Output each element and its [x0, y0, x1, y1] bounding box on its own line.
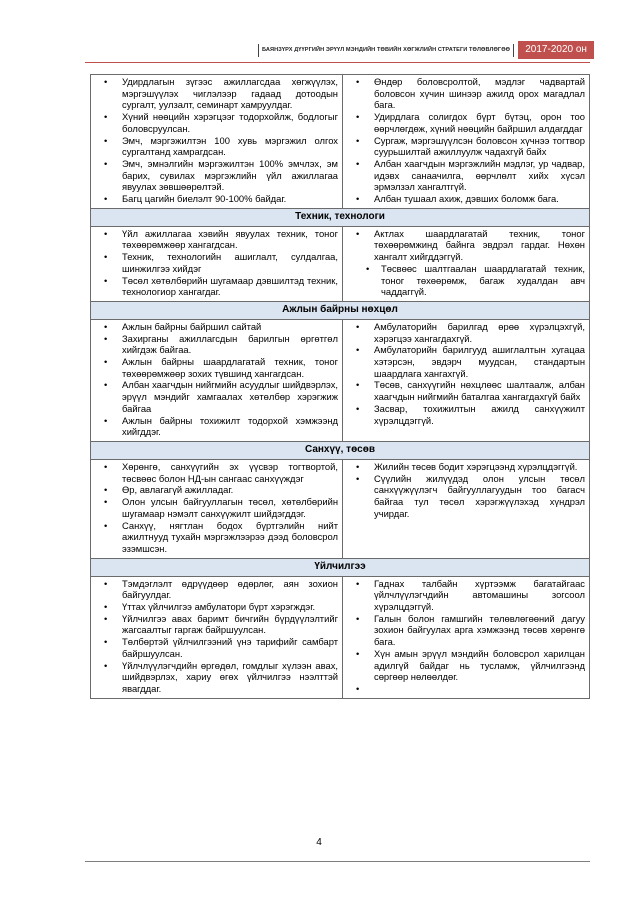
- weaknesses-list: [347, 228, 585, 263]
- weaknesses-cell: [343, 459, 590, 558]
- strengths-cell: [91, 576, 343, 698]
- weaknesses-cell: [343, 226, 590, 301]
- table-row: [91, 319, 590, 441]
- list-item: • Ажлын байрны тохижилт тодорхой хэмжээнд хийгддэг.: [95, 415, 338, 438]
- list-item: • Төлбөртэй үйлчилгээний үнэ тарифийг самбарт байршуулсан.: [95, 636, 338, 659]
- list-item: • Захирганы ажиллагсдын барилгын өргөтгөл хийгдэж байгаа.: [95, 333, 338, 356]
- list-item: • Галын болон гамшгийн төлөвлөгөөний дагуу зохион байгуулах арга хэмжээнд төсөв хөрөнгө бага.: [347, 613, 585, 648]
- list-item: • Амбулаторийн барилгууд ашиглалтын хугацаа хэтэрсэн, эвдэрч муудсан, стандартын шаардлага хангахгүй.: [347, 344, 585, 379]
- list-item: • Сургаж, мэргэшүүлсэн боловсон хүчнээ тогтвор суурьшилтай ажиллуулж чадахгүй байх: [347, 135, 585, 158]
- list-item: • Албан хаагчдын нийгмийн асуудлыг шийдвэрлэх, эрүүл мэндийг хамгаалах хөтөлбөр хэрэгжиж байгаа: [95, 379, 338, 414]
- strengths-list: [95, 461, 338, 555]
- weaknesses-sublist: [347, 263, 585, 298]
- weaknesses-cell: [343, 576, 590, 698]
- list-item: • Хүн амын эрүүл мэндийн боловсрол харилцан адилгүй байдаг нь тусламж, үйлчилгээнд сөргөөр нөлөөлдөг.: [347, 648, 585, 683]
- list-item: • Ажлын байрны шаардлагатай техник, тоног төхөөрөмжөөр зохих түвшинд хангагдсан.: [95, 356, 338, 379]
- list-item: [347, 683, 585, 695]
- weaknesses-cell: [343, 319, 590, 441]
- list-item: • Удирдлагын зүгээс ажиллагсдаа хөгжүүлэх, мэргэшүүлэх чиглэлээр гадаад дотоодын сургалт, уулзалт, семинарт хамруулдаг.: [95, 76, 338, 111]
- swot-table: [90, 74, 590, 699]
- section-header-row: [91, 441, 590, 459]
- list-item: • Гаднах талбайн хүртээмж багатайгаас үйлчлүүлэгчдийн автомашины зогсоол хүрэлцдэггүй.: [347, 578, 585, 613]
- strengths-cell: [91, 226, 343, 301]
- list-item: • Хөрөнгө, санхүүгийн эх үүсвэр тогтвортой, төсвөөс болон НД-ын сангаас санхүүждэг: [95, 461, 338, 484]
- list-item: • Үттах үйлчилгээ амбулатори бүрт хэрэгждэг.: [95, 601, 338, 613]
- section-title-building: Ажлын байрны нөхцөл: [91, 301, 590, 319]
- list-item: • Эмч, мэргэжилтэн 100 хувь мэргэжил олгох сургалтанд хамрагдсан.: [95, 135, 338, 158]
- weaknesses-list: [347, 321, 585, 426]
- list-item: • Өндөр боловсролтой, мэдлэг чадвартай боловсон хүчин шинээр ажилд орох магадлал бага.: [347, 76, 585, 111]
- page-number: 4: [316, 837, 322, 848]
- list-item: • Сүүлийн жилүүдэд олон улсын төсөл санхүүжүүлэгч байгууллагуудын тоо багасч байгаа тул төсөл хэрэгжүүлэхэд хүндрэл учирдаг.: [347, 473, 585, 520]
- list-item: • Албан хаагчдын мэргэжлийн мэдлэг, ур чадвар, идэвх санаачилга, өөрчлөлт хийх хүсэл эрмэлзэл хангалтгүй.: [347, 158, 585, 193]
- strengths-list: [95, 321, 338, 438]
- list-item: • Багц цагийн биелэлт 90-100% байдаг.: [95, 193, 338, 205]
- list-item: • Амбулаторийн барилгад өрөө хүрэлцэхгүй, хэрэгцээ хангагдахгүй.: [347, 321, 585, 344]
- section-title-finance: Санхүү, төсөв: [91, 441, 590, 459]
- section-header-row: [91, 558, 590, 576]
- table-row: [91, 576, 590, 698]
- list-item: • Албан тушаал ахиж, дэвших боломж бага.: [347, 193, 585, 205]
- strengths-list: [95, 76, 338, 205]
- list-item: • Хүний нөөцийн хэрэгцээг тодорхойлж, бодлогыг боловсруулсан.: [95, 111, 338, 134]
- list-item: • Ажлын байрны байршил сайтай: [95, 321, 338, 333]
- weaknesses-list: [347, 76, 585, 205]
- section-header-row: [91, 208, 590, 226]
- list-item: • Засвар, тохижилтын ажилд санхүүжилт хүрэлцдэггүй.: [347, 403, 585, 426]
- section-title-service: Үйлчилгээ: [91, 558, 590, 576]
- weaknesses-list: [347, 578, 585, 695]
- list-item: • Эмч, эмнэлгийн мэргэжилтэн 100% эмчлэх, эм барих, сувилах мэргэжлийн үйл ажиллагаа явуулах зөвшөөрөлтэй.: [95, 158, 338, 193]
- list-item: • Өр, авлагагүй ажилладаг.: [95, 484, 338, 496]
- year-badge: 2017-2020 он: [518, 41, 594, 59]
- section-header-row: [91, 301, 590, 319]
- document-title: БАЯНЗҮРХ ДҮҮРГИЙН ЭРҮҮЛ МЭНДИЙН ТӨВИЙН ХӨГЖЛИЙН СТРАТЕГИ ТӨЛӨВЛӨГӨӨ: [258, 44, 514, 57]
- list-item: • Санхүү, нягтлан бодох бүртгэлийн нийт ажилтнууд тухайн мэргэжлээрээ дээд боловсрол эзэмшсэн.: [95, 520, 338, 555]
- table-row: [91, 459, 590, 558]
- section-title-technique: Техник, технологи: [91, 208, 590, 226]
- weaknesses-cell: [343, 75, 590, 209]
- strengths-list: [95, 578, 338, 695]
- list-item: • Үйл ажиллагаа хэвийн явуулах техник, тоног төхөөрөмжөөр хангагдсан.: [95, 228, 338, 251]
- list-item: • Техник, технологийн ашиглалт, сулдалгаа, шинжилгээ хийдэг: [95, 251, 338, 274]
- page-header: [258, 41, 594, 59]
- list-item: • Төсвөөс шалтгаалан шаардлагатай техник, тоног төхөөрөмж, багаж худалдан авч чаддаггүй.: [347, 263, 585, 298]
- list-item: • Олон улсын байгууллагын төсөл, хөтөлбөрийн шугамаар нэмэлт санхүүжилт шийдэгддэг.: [95, 496, 338, 519]
- list-item: • Төсөл хөтөлбөрийн шугамаар дэвшилтэд техник, технологиор хангагдаг.: [95, 275, 338, 298]
- list-item: • Удирдлага солигдох бүрт бүтэц, орон тоо өөрчлөгдөж, хүний нөөцийн байршил алдагддаг: [347, 111, 585, 134]
- list-item: • Үйлчлүүлэгчдийн өргөдөл, гомдлыг хүлээн авах, шийдвэрлэх, хариу өгөх үйлчилгээ нээлттэй явагддаг.: [95, 660, 338, 695]
- weaknesses-list: [347, 461, 585, 520]
- header-divider: [85, 62, 590, 63]
- strengths-list: [95, 228, 338, 298]
- strengths-cell: [91, 459, 343, 558]
- list-item: • Тэмдэглэлт өдрүүдөөр өдөрлөг, аян зохион байгуулдаг.: [95, 578, 338, 601]
- table-row: [91, 75, 590, 209]
- list-item: • Жилийн төсөв бодит хэрэгцээнд хүрэлцдэггүй.: [347, 461, 585, 473]
- footer-divider: [85, 861, 590, 862]
- strengths-cell: [91, 75, 343, 209]
- list-item: • Төсөв, санхүүгийн нөхцлөөс шалтаалж, албан хаагчдын нийгмийн баталгаа хангагдахгүй байх: [347, 379, 585, 402]
- list-item: • Актлах шаардлагатай техник, тоног төхөөрөмжинд байнга эвдрэл гардаг. Нөхөн хангалт хийгддэггүй.: [347, 228, 585, 263]
- table-row: [91, 226, 590, 301]
- strengths-cell: [91, 319, 343, 441]
- list-item: • Үйлчилгээ авах баримт бичгийн бүрдүүлэлтийг жагсаалтыг гаргаж байршуулсан.: [95, 613, 338, 636]
